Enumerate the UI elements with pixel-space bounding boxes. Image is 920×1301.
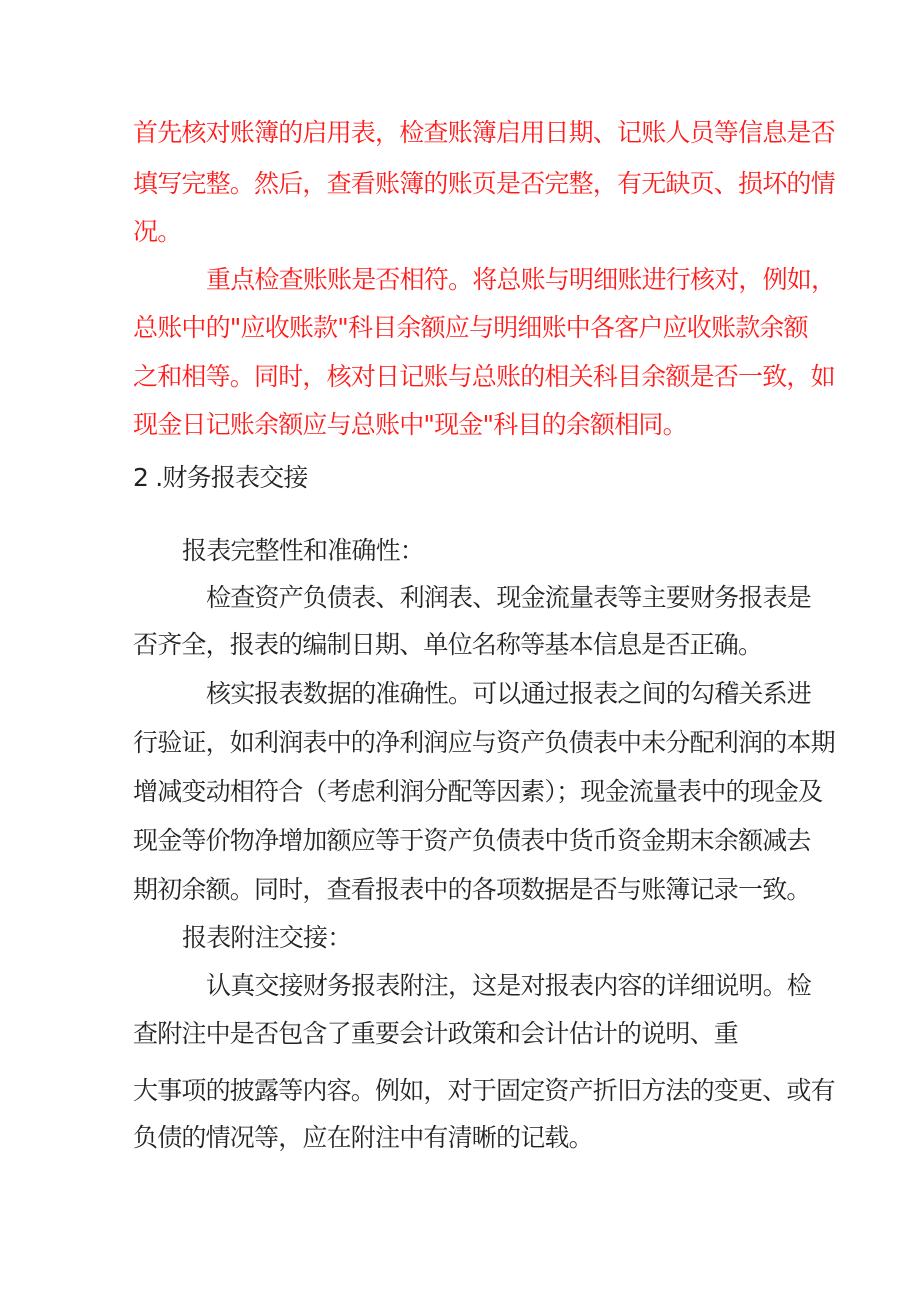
subsection-heading: 报表完整性和准确性： bbox=[182, 536, 425, 565]
paragraph-line: 现金日记账余额应与总账中"现金"科目的余额相同。 bbox=[133, 410, 687, 439]
paragraph-line: 期初余额。同时，查看报表中的各项数据是否与账簿记录一致。 bbox=[133, 875, 811, 904]
paragraph-line: 检查资产负债表、利润表、现金流量表等主要财务报表是 bbox=[206, 583, 812, 612]
paragraph-line: 现金等价物净增加额应等于资产负债表中货币资金期末余额减去 bbox=[133, 826, 811, 855]
paragraph-line: 之和相等。同时，核对日记账与总账的相关科目余额是否一致，如 bbox=[133, 362, 835, 391]
paragraph-line: 况。 bbox=[133, 217, 182, 246]
paragraph-line: 增减变动相符合（考虑利润分配等因素）；现金流量表中的现金及 bbox=[133, 777, 823, 806]
paragraph-line: 大事项的披露等内容。例如，对于固定资产折旧方法的变更、或有 bbox=[133, 1076, 835, 1105]
paragraph-line: 否齐全，报表的编制日期、单位名称等基本信息是否正确。 bbox=[133, 630, 763, 659]
paragraph-line: 重点检查账账是否相符。将总账与明细账进行核对，例如， bbox=[206, 265, 836, 294]
section-heading: 2 .财务报表交接 bbox=[133, 463, 308, 492]
paragraph-line: 首先核对账簿的启用表，检查账簿启用日期、记账人员等信息是否 bbox=[133, 118, 835, 147]
paragraph-line: 认真交接财务报表附注，这是对报表内容的详细说明。检 bbox=[206, 971, 812, 1000]
paragraph-line: 核实报表数据的准确性。可以通过报表之间的勾稽关系进 bbox=[206, 679, 812, 708]
paragraph-line: 行验证，如利润表中的净利润应与资产负债表中未分配利润的本期 bbox=[133, 728, 835, 757]
paragraph-line: 总账中的"应收账款"科目余额应与明细账中各客户应收账款余额 bbox=[133, 313, 808, 342]
subsection-heading: 报表附注交接： bbox=[182, 923, 352, 952]
paragraph-line: 负债的情况等，应在附注中有清晰的记载。 bbox=[133, 1123, 593, 1152]
paragraph-line: 查附注中是否包含了重要会计政策和会计估计的说明、重 bbox=[133, 1019, 739, 1048]
paragraph-line: 填写完整。然后，查看账簿的账页是否完整，有无缺页、损坏的情 bbox=[133, 169, 835, 198]
